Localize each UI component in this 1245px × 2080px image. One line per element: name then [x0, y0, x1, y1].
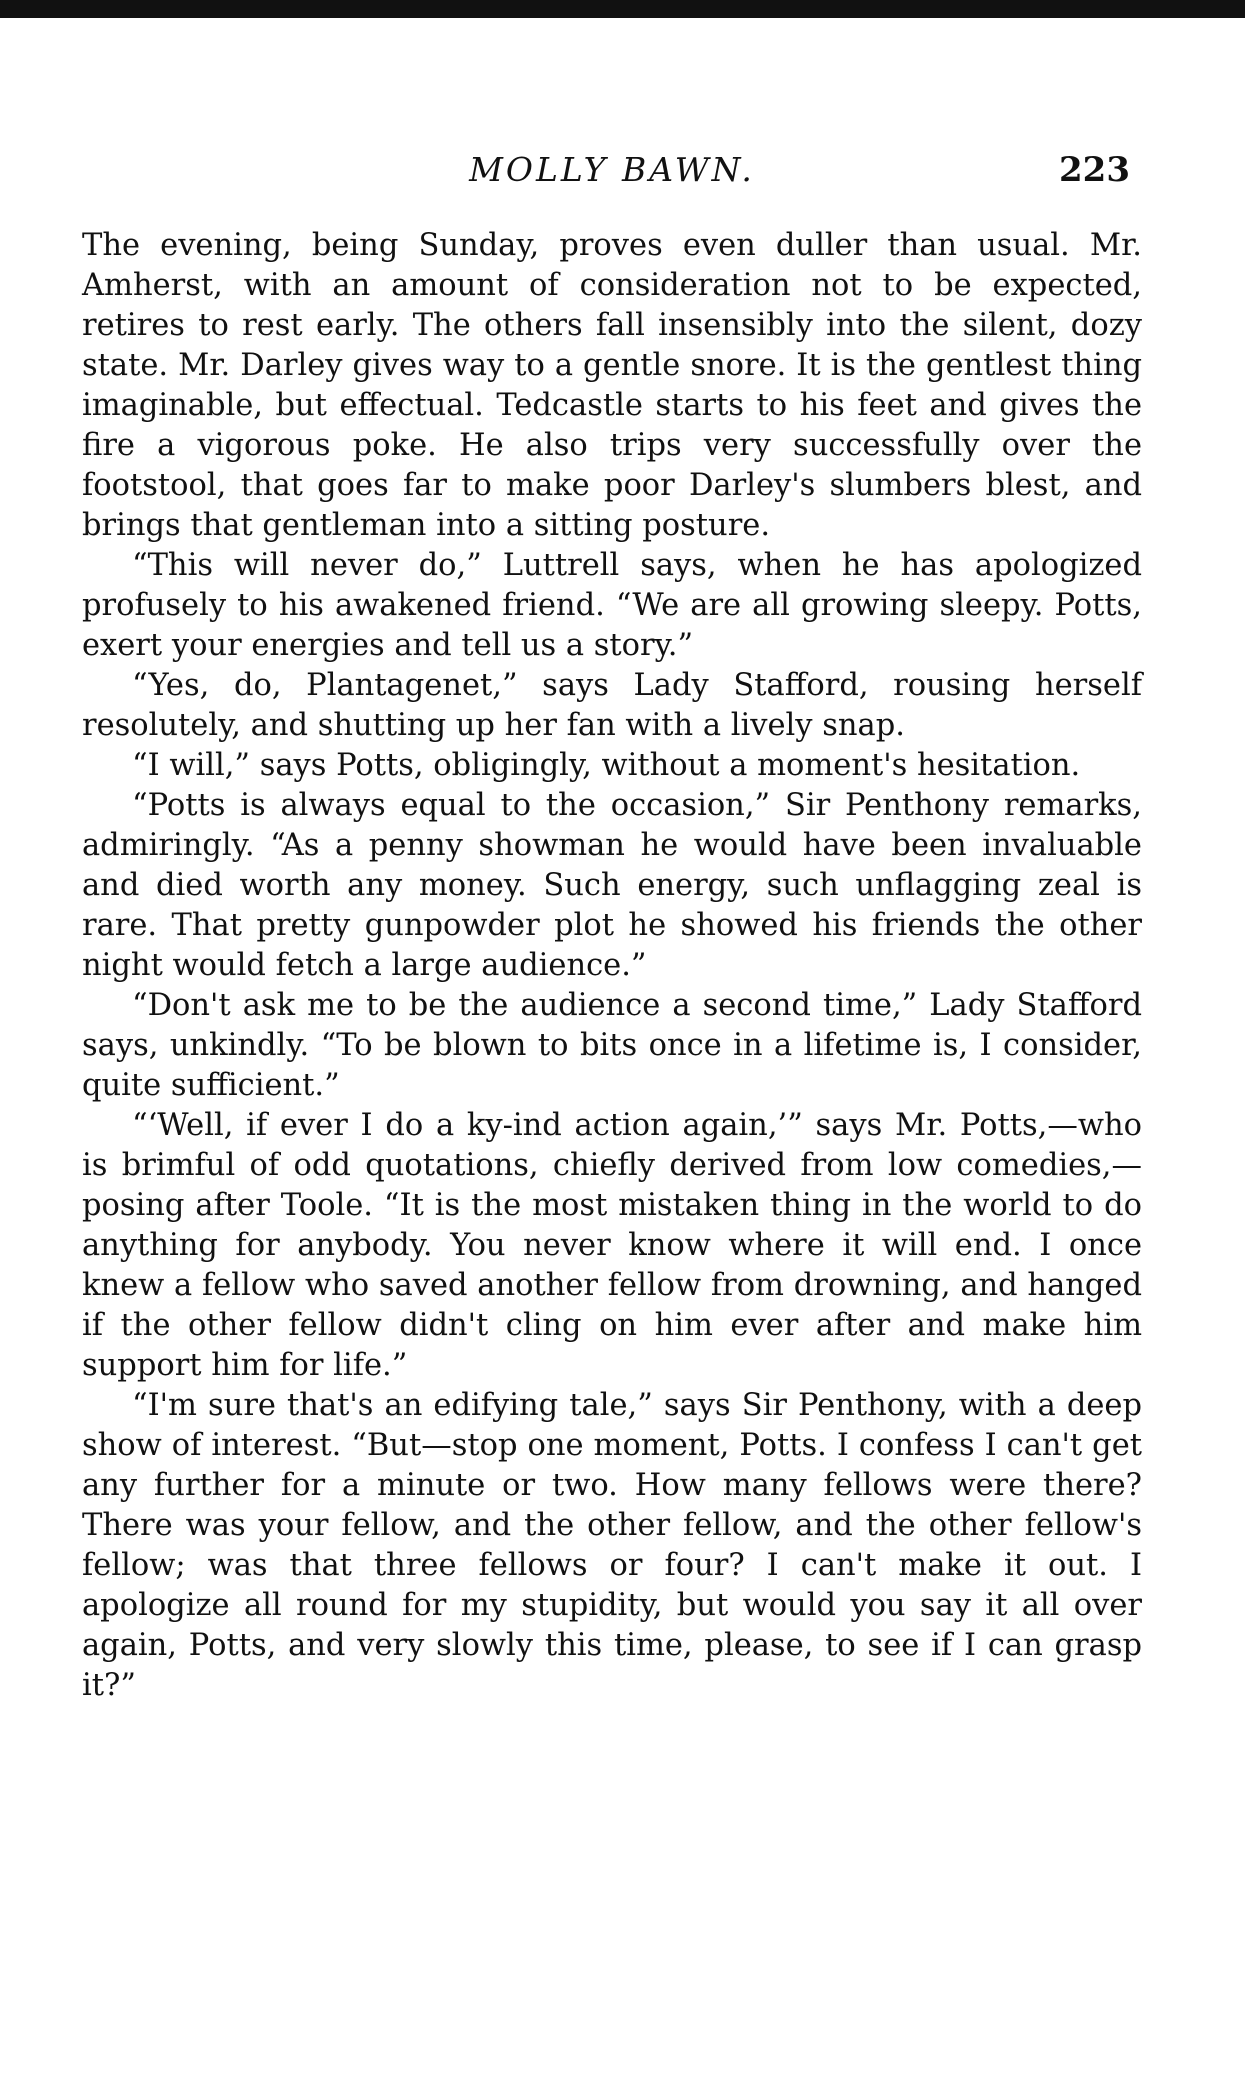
paragraph: “‘Well, if ever I do a ky-ind action again,’” says Mr. Potts,—who is brimful of odd quotations, chiefly derived from low comedies,—posing after Toole. “It is the most mistaken thing in the world to do anything for anybody. You never know where it will end. I once knew a fellow who saved another fellow from drowning, and hanged if the other fellow didn't cling on him ever after and make him support him for life.” — [82, 1108, 1142, 1383]
page-number: 223 — [1059, 150, 1130, 190]
paragraph: “Potts is always equal to the occasion,” Sir Penthony remarks, admiringly. “As a penny showman he would have been invaluable and died worth any money. Such energy, such unflagging zeal is rare. That pretty gunpowder plot he showed his friends the other night would fetch a large audience.” — [82, 788, 1142, 983]
body-text — [82, 226, 1142, 1706]
running-title: MOLLY BAWN. — [469, 150, 755, 189]
paragraph: “I'm sure that's an edifying tale,” says Sir Penthony, with a deep show of interest. “But—stop one moment, Potts. I confess I can't get any further for a minute or two. How many fellows were there? There was your fellow, and the other fellow, and the other fellow's fellow; was that three fellows or four? I can't make it out. I apologize all round for my stupidity, but would you say it all over again, Potts, and very slowly this time, please, to see if I can grasp it?” — [82, 1388, 1142, 1703]
paragraph: “This will never do,” Luttrell says, when he has apologized profusely to his awakened friend. “We are all growing sleepy. Potts, exert your energies and tell us a story.” — [82, 548, 1142, 663]
paragraph: “Yes, do, Plantagenet,” says Lady Stafford, rousing herself resolutely, and shutting up her fan with a lively snap. — [82, 668, 1142, 743]
paragraph: “Don't ask me to be the audience a second time,” Lady Stafford says, unkindly. “To be blown to bits once in a lifetime is, I consider, quite sufficient.” — [82, 988, 1142, 1103]
page-header — [82, 150, 1142, 206]
paragraph: The evening, being Sunday, proves even duller than usual. Mr. Amherst, with an amount of consideration not to be expected, retires to rest early. The others fall insensibly into the silent, dozy state. Mr. Darley gives way to a gentle snore. It is the gentlest thing imaginable, but effectual. Tedcastle starts to his feet and gives the fire a vigorous poke. He also trips very successfully over the footstool, that goes far to make poor Darley's slumbers blest, and brings that gentleman into a sitting posture. — [82, 228, 1142, 543]
paragraph: “I will,” says Potts, obligingly, without a moment's hesitation. — [132, 748, 1081, 783]
top-border-rule — [0, 0, 1245, 18]
